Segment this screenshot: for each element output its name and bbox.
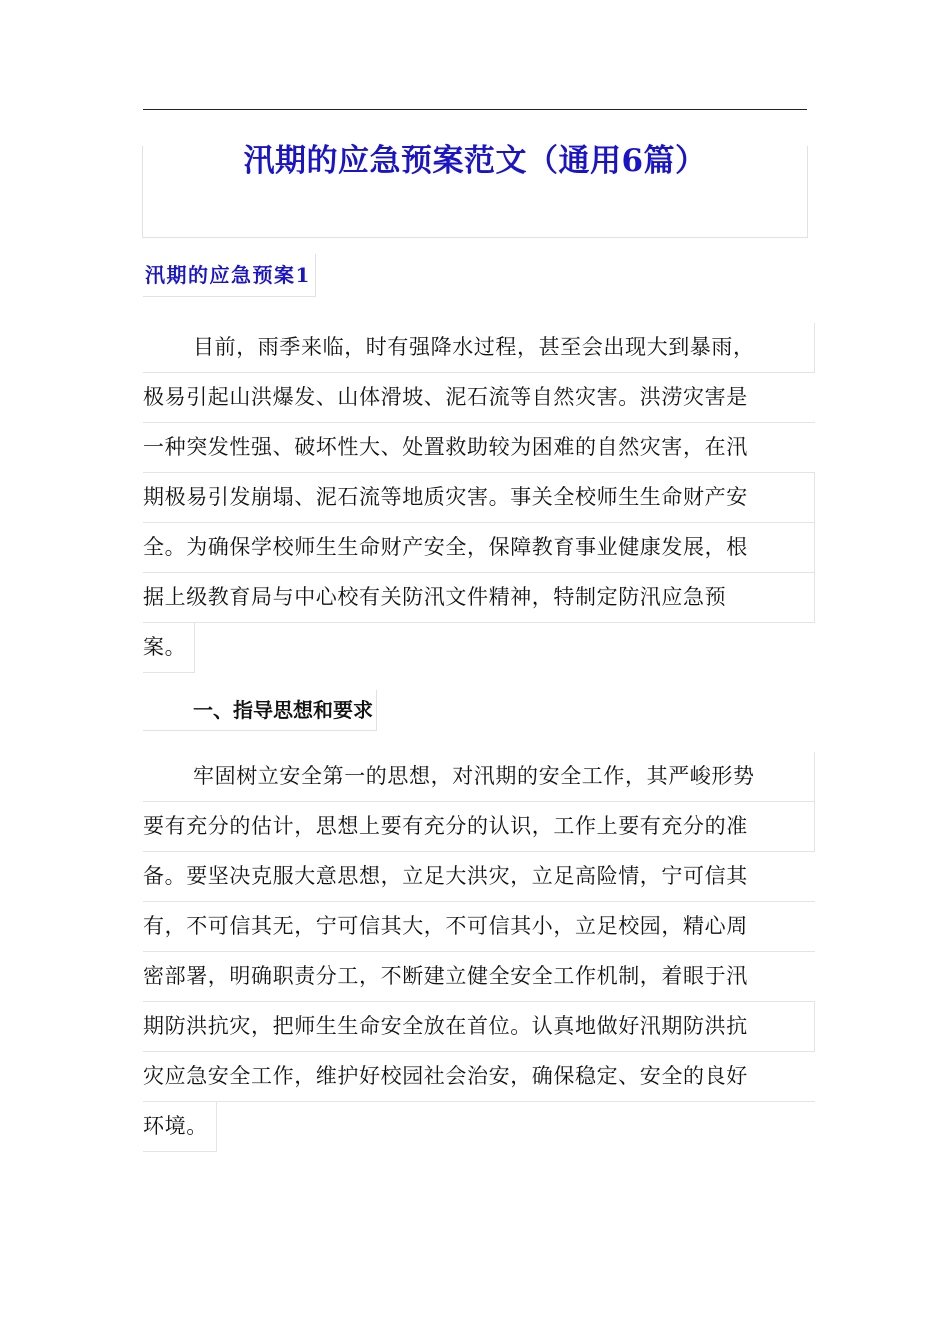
- document-title: 汛期的应急预案范文（通用6篇）: [243, 143, 707, 179]
- text-line: 密部署，明确职责分工，不断建立健全安全工作机制，着眼于汛: [143, 952, 815, 1002]
- text-line: 目前，雨季来临，时有强降水过程，甚至会出现大到暴雨，: [143, 323, 815, 373]
- text-line: 要有充分的估计，思想上要有充分的认识，工作上要有充分的准: [143, 802, 815, 852]
- paragraph-intro: [143, 323, 815, 673]
- text-line: 期防洪抗灾，把师生生命安全放在首位。认真地做好汛期防洪抗: [143, 1002, 815, 1052]
- text-line: 备。要坚决克服大意思想，立足大洪灾，立足高险情，宁可信其: [143, 852, 815, 902]
- text-line: 有，不可信其无，宁可信其大，不可信其小，立足校园，精心周: [143, 902, 815, 952]
- text-line: 案。: [143, 623, 195, 673]
- text-line: 环境。: [143, 1102, 217, 1152]
- text-line: 据上级教育局与中心校有关防汛文件精神，特制定防汛应急预: [143, 573, 815, 623]
- subheading-guiding-principles: 一、指导思想和要求: [143, 690, 377, 731]
- text-line: 灾应急安全工作，维护好校园社会治安，确保稳定、安全的良好: [143, 1052, 815, 1102]
- header-rule: [143, 109, 807, 110]
- text-line: 牢固树立安全第一的思想，对汛期的安全工作，其严峻形势: [143, 752, 815, 802]
- paragraph-guiding-principles: [143, 752, 815, 1152]
- section-title: 汛期的应急预案1: [143, 254, 316, 297]
- title-box: [142, 143, 808, 238]
- text-line: 全。为确保学校师生生命财产安全，保障教育事业健康发展，根: [143, 523, 815, 573]
- text-line: 期极易引发崩塌、泥石流等地质灾害。事关全校师生生命财产安: [143, 473, 815, 523]
- text-line: 极易引起山洪爆发、山体滑坡、泥石流等自然灾害。洪涝灾害是: [143, 373, 815, 423]
- text-line: 一种突发性强、破坏性大、处置救助较为困难的自然灾害，在汛: [143, 423, 815, 473]
